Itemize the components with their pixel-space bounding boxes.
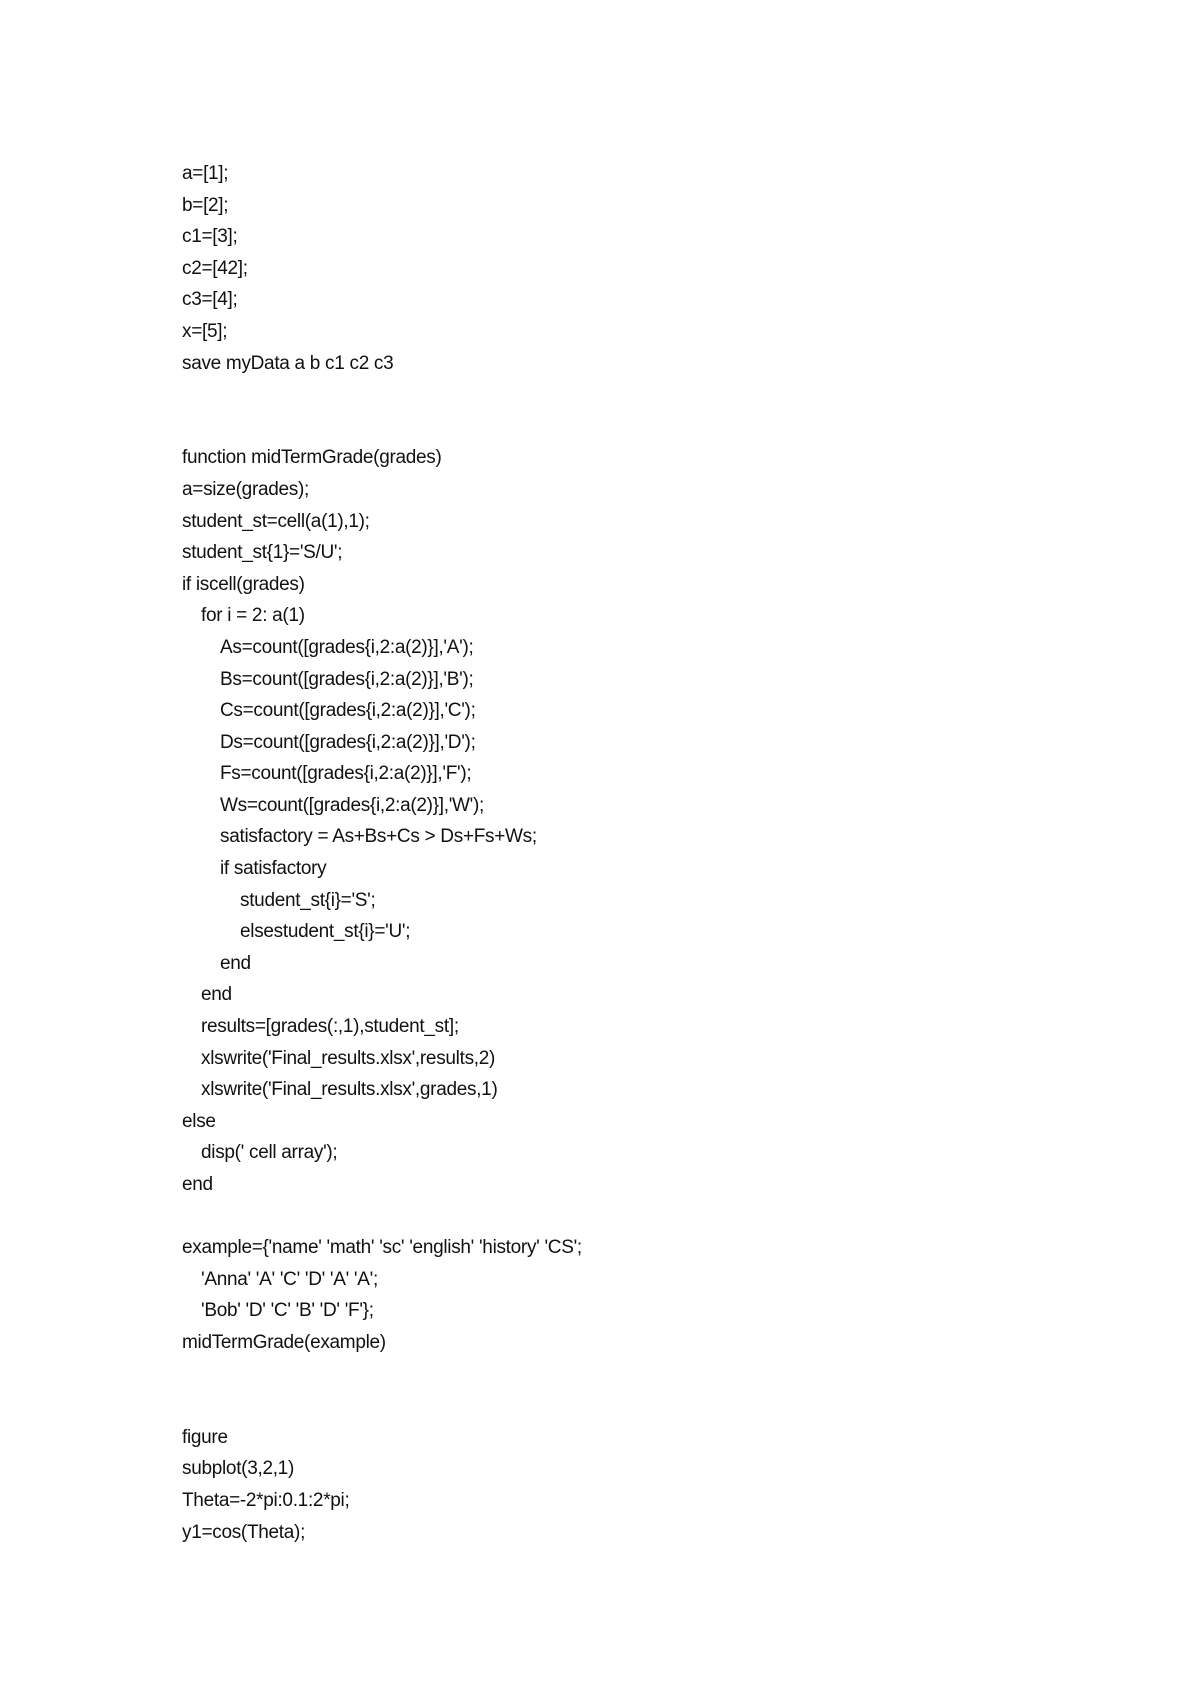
code-line: student_st=cell(a(1),1); bbox=[182, 510, 370, 532]
code-line: else bbox=[182, 1110, 216, 1132]
code-line: As=count([grades{i,2:a(2)}],'A'); bbox=[220, 636, 474, 658]
code-line: Bs=count([grades{i,2:a(2)}],'B'); bbox=[220, 668, 474, 690]
code-line: y1=cos(Theta); bbox=[182, 1521, 306, 1543]
code-line: c1=[3]; bbox=[182, 226, 238, 248]
code-line: student_st{i}='S'; bbox=[240, 889, 376, 911]
code-line: save myData a b c1 c2 c3 bbox=[182, 352, 394, 374]
code-line: c2=[42]; bbox=[182, 257, 248, 279]
code-line: a=size(grades); bbox=[182, 478, 309, 500]
code-line: xlswrite('Final_results.xlsx',results,2) bbox=[201, 1047, 496, 1069]
code-line: Fs=count([grades{i,2:a(2)}],'F'); bbox=[220, 763, 472, 785]
code-line: subplot(3,2,1) bbox=[182, 1458, 294, 1480]
code-line: example={'name' 'math' 'sc' 'english' 'history' 'CS'; bbox=[182, 1237, 582, 1259]
code-line: 'Bob' 'D' 'C' 'B' 'D' 'F'}; bbox=[201, 1300, 374, 1322]
code-line: Theta=-2*pi:0.1:2*pi; bbox=[182, 1489, 350, 1511]
code-line: end bbox=[220, 952, 251, 974]
code-line: x=[5]; bbox=[182, 320, 228, 342]
code-line: student_st{1}='S/U'; bbox=[182, 542, 343, 564]
code-line: Cs=count([grades{i,2:a(2)}],'C'); bbox=[220, 700, 476, 722]
code-listing bbox=[182, 158, 1082, 1548]
code-line: midTermGrade(example) bbox=[182, 1331, 386, 1353]
code-line: for i = 2: a(1) bbox=[201, 605, 305, 627]
blank-line bbox=[182, 379, 1082, 411]
code-line: if satisfactory bbox=[220, 858, 327, 880]
code-line: disp(' cell array'); bbox=[201, 1142, 338, 1164]
code-line: end bbox=[182, 1174, 213, 1195]
code-line: if iscell(grades) bbox=[182, 573, 305, 595]
code-line: a=[1]; bbox=[182, 163, 229, 184]
blank-line bbox=[182, 1390, 1082, 1422]
code-line: figure bbox=[182, 1426, 228, 1448]
blank-line bbox=[182, 411, 1082, 443]
code-line: function midTermGrade(grades) bbox=[182, 447, 442, 469]
code-line: elsestudent_st{i}='U'; bbox=[240, 921, 411, 943]
code-line: c3=[4]; bbox=[182, 289, 238, 311]
code-line: xlswrite('Final_results.xlsx',grades,1) bbox=[201, 1079, 498, 1101]
code-line: b=[2]; bbox=[182, 194, 229, 216]
code-line: Ds=count([grades{i,2:a(2)}],'D'); bbox=[220, 731, 476, 753]
code-line: end bbox=[201, 984, 232, 1006]
code-line: satisfactory = As+Bs+Cs > Ds+Fs+Ws; bbox=[220, 826, 537, 848]
blank-line bbox=[182, 1201, 1082, 1233]
code-line: Ws=count([grades{i,2:a(2)}],'W'); bbox=[220, 794, 484, 816]
blank-line bbox=[182, 1359, 1082, 1391]
code-line: 'Anna' 'A' 'C' 'D' 'A' 'A'; bbox=[201, 1268, 378, 1290]
code-line: results=[grades(:,1),student_st]; bbox=[201, 1016, 459, 1038]
